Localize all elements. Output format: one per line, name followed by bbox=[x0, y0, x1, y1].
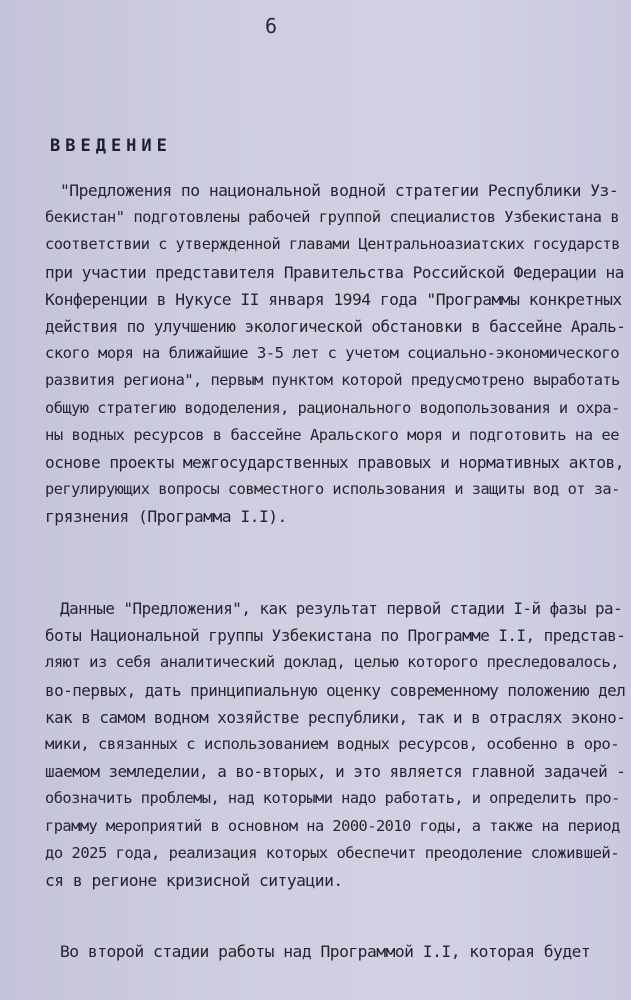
text-line: как в самом водном хозяйстве республики, так и в отраслях эконо- bbox=[45, 707, 626, 727]
text-line: обозначить проблемы, над которыми надо работать, и определить про- bbox=[45, 789, 620, 808]
text-line: Конференции в Нукусе II января 1994 года "Программы конкретных bbox=[45, 289, 622, 309]
text-line: шаемом земледелии, а во-вторых, и это является главной задачей - bbox=[45, 762, 626, 782]
text-line: Данные "Предложения", как результат первой стадии I-й фазы ра- bbox=[60, 599, 623, 618]
text-line: грамму мероприятий в основном на 2000-2010 годы, а также на период bbox=[45, 816, 620, 835]
page-number: 6 bbox=[265, 14, 278, 38]
text-line: боты Национальной группы Узбекистана по Программе I.I, представ- bbox=[45, 626, 626, 646]
text-line: "Предложения по национальной водной стратегии Республики Уз- bbox=[60, 181, 619, 200]
text-line: грязнения (Программа I.I). bbox=[45, 507, 287, 527]
text-line: во-первых, дать принципиальную оценку современному положению дел bbox=[45, 680, 626, 700]
text-line: действия по улучшению экологической обстановки в бассейне Араль- bbox=[45, 317, 626, 336]
text-line: развития региона", первым пунктом которой предусмотрено выработать bbox=[45, 371, 620, 390]
text-line: до 2025 года, реализация которых обеспечит преодоление сложившей- bbox=[45, 843, 620, 862]
text-line: ляют из себя аналитический доклад, целью которого преследовалось, bbox=[45, 653, 620, 672]
text-line: регулирующих вопросы совместного использования и защиты вод от за- bbox=[45, 480, 620, 499]
text-line: общую стратегию вододеления, рационального водопользования и охра- bbox=[45, 398, 620, 417]
text-line: основе проекты межгосударственных правовых и нормативных актов, bbox=[45, 453, 624, 472]
text-line: соответствии с утвержденной главами Центральноазиатских государств bbox=[45, 235, 620, 254]
text-line: Во второй стадии работы над Программой I.I, которая будет bbox=[60, 942, 591, 961]
text-line: ся в регионе кризисной ситуации. bbox=[45, 871, 343, 890]
text-line: мики, связанных с использованием водных ресурсов, особенно в оро- bbox=[45, 735, 620, 753]
text-line: при участии представителя Правительства Российской Федерации на bbox=[45, 262, 624, 282]
section-heading: ВВЕДЕНИЕ bbox=[50, 136, 172, 156]
text-line: ны водных ресурсов в бассейне Аральского моря и подготовить на ее bbox=[45, 425, 620, 444]
text-line: бекистан" подготовлены рабочей группой специалистов Узбекистана в bbox=[45, 208, 620, 227]
text-line: ского моря на ближайшие 3-5 лет с учетом социально-экономического bbox=[45, 344, 620, 363]
